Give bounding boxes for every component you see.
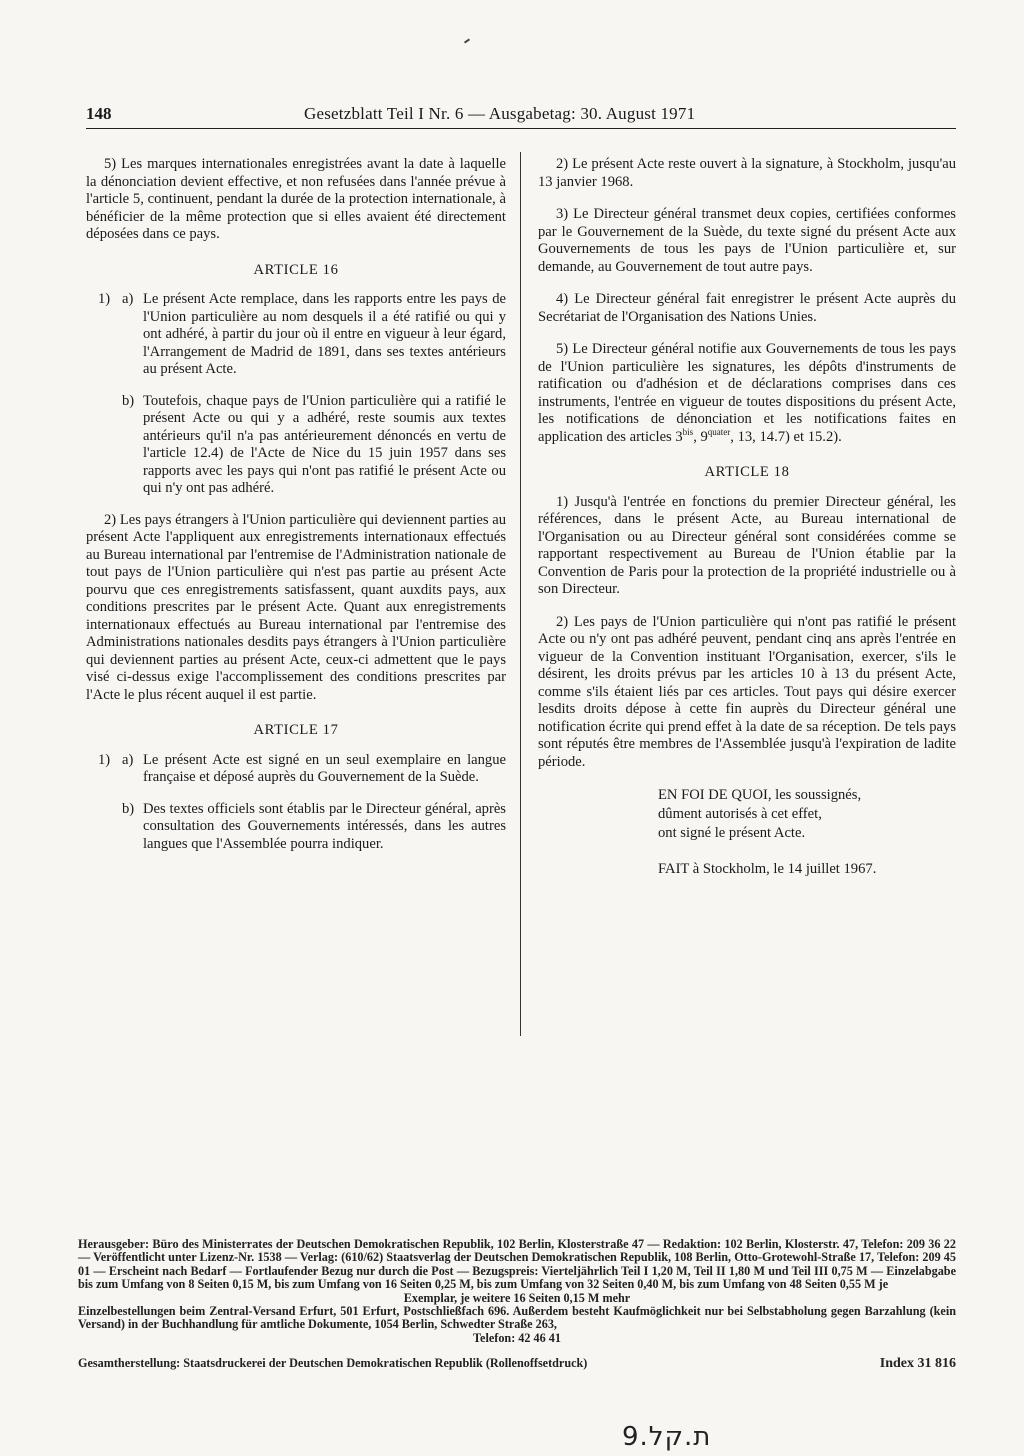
printer-line bbox=[78, 1356, 956, 1371]
article-16-title: ARTICLE 16 bbox=[253, 261, 339, 278]
article-16-2: 2) Les pays étrangers à l'Union particulière qui deviennent parties au présent Acte l'appliquent aux enregistrements internationaux effectués au Bureau international par l'entremise de l'Administration nationale de tout pays de l'Union particulière qui n'est pas partie au présent Acte pourvu que ces enregistrements satisfassent, quant auxdits pays, aux conditions prescrites par le présent Acte. Quant aux enregistrements internationaux effectués au Bureau international par l'entremise des Administrations nationales desdits pays étrangers à l'Union particulière qui deviennent parties au présent Acte, ceux-ci admettent que le pays visé ci-dessus exige l'accomplissement des conditions prescrites par l'Acte le plus récent auquel il est partie. bbox=[86, 511, 506, 703]
imprint-line-4: Telefon: 42 46 41 bbox=[473, 1330, 561, 1345]
signature-line-1: EN FOI DE QUOI, les soussignés, bbox=[658, 787, 862, 803]
right-column bbox=[538, 156, 956, 879]
superscript-bis: bis bbox=[682, 426, 694, 437]
marker-a: a) bbox=[122, 291, 134, 307]
marker-1: 1) bbox=[98, 751, 111, 768]
archive-stamp: ת.קל.9 bbox=[622, 1422, 712, 1452]
marker-b: b) bbox=[122, 800, 135, 817]
article-17-1b-text: Des textes officiels sont établis par le Directeur général, après consultation des Gouvernements intéressés, dans les autres langues que l'Assemblée pourra indiquer. bbox=[143, 800, 506, 852]
printer-text: Gesamtherstellung: Staatsdruckerei der Deutschen Demokratischen Republik (Rollenoffsetdruck) bbox=[78, 1356, 588, 1370]
marker-b: b) bbox=[122, 392, 135, 409]
article-17-4: 4) Le Directeur général fait enregistrer le présent Acte auprès du Secrétariat de l'Organisation des Nations Unies. bbox=[538, 291, 956, 325]
article-17-title: ARTICLE 17 bbox=[253, 722, 339, 738]
article-16-1b bbox=[86, 393, 506, 498]
article-17-2: 2) Le présent Acte reste ouvert à la signature, à Stockholm, jusqu'au 13 janvier 1968. bbox=[538, 156, 956, 190]
signature-line-3: ont signé le présent Acte. bbox=[658, 825, 806, 841]
imprint-line-1: Herausgeber: Büro des Ministerrates der Deutschen Demokratischen Republik, 102 Berlin, Klosterstraße 47 — Redaktion: 102 Berlin, Klosterstr. 47, Telefon: 209 36 22 — Veröffentlicht unter Lizenz-Nr. 1538 — Verlag: (610/62) Staatsverlag der Deutschen Demokratischen Republik, 108 Berlin, Otto-Grotewohl-Straße 17, Telefon: 209 45 01 — Erscheint nach Bedarf — Fortlaufender Bezug nur durch die Post — Bezugspreis: Vierteljährlich Teil I 1,20 M, Teil II 1,80 M und Teil III 0,75 M — Einzelabgabe bis zum Umfang von 8 Seiten 0,15 M, bis zum Umfang von 16 Seiten 0,25 M, bis zum Umfang von 32 Seiten 0,40 M, bis zum Umfang von 48 Seiten 0,55 M je bbox=[78, 1237, 956, 1292]
imprint-line-2: Exemplar, je weitere 16 Seiten 0,15 M mehr bbox=[403, 1290, 631, 1305]
column-divider bbox=[520, 152, 521, 1036]
page-number: 148 bbox=[86, 104, 112, 123]
article-17-3: 3) Le Directeur général transmet deux copies, certifiées conformes par le Gouvernement de la Suède, du texte signé du présent Acte aux Gouvernements de tous les pays de l'Union particulière et, sur demande, au Gouvernement de tout autre pays. bbox=[538, 206, 956, 275]
article-17-5 bbox=[538, 341, 956, 446]
marker-1: 1) bbox=[98, 291, 111, 307]
article-16-1a-text: Le présent Acte remplace, dans les rapports entre les pays de l'Union particulière au nom desquels il a été ratifié ou qui y ont adhéré, à partir du jour où il entre en vigueur à leur égard, l'Arrangement de Madrid de 1891, dans ses textes antérieurs au présent Acte. bbox=[143, 291, 506, 377]
article-17-5-text: 5) Le Directeur général notifie aux Gouvernements de tous les pays de l'Union particulière les signatures, les dépôts d'instruments de ratification ou d'adhésion et de déclarations comprises dans ces instruments, l'entrée en vigueur de toutes dispositions du présent Acte, les notifications de dénonciation et les notifications faites en application des articles 3 bbox=[538, 341, 956, 445]
stray-mark bbox=[464, 38, 470, 43]
header-rule bbox=[86, 128, 956, 129]
marker-a: a) bbox=[122, 751, 134, 768]
signature-clause bbox=[658, 786, 956, 843]
article-17-5-mid: , 9 bbox=[693, 428, 708, 445]
article-15-paragraph-5: 5) Les marques internationales enregistrées avant la date à laquelle la dénonciation devient effective, et non refusées dans l'année prévue à l'article 5, continuent, pendant la durée de la protection internationale, à bénéficier de la même protection que si elles avaient été directement déposées dans ce pays. bbox=[86, 156, 506, 242]
article-18-title: ARTICLE 18 bbox=[704, 464, 790, 480]
publisher-imprint bbox=[78, 1238, 956, 1345]
left-column bbox=[86, 156, 506, 867]
article-17-1b bbox=[86, 801, 506, 854]
article-16-1b-text: Toutefois, chaque pays de l'Union particulière qui a ratifié le présent Acte ou qui y a adhéré, reste soumis aux textes antérieurs qu'il n'a pas antérieurement dénoncés en vertu de l'article 12.4) de l'Acte de Nice du 15 juin 1957 dans ses rapports avec les pays qui n'ont pas ratifié le présent Acte ou qui n'y ont pas adhéré. bbox=[143, 392, 506, 496]
place-date-line: FAIT à Stockholm, le 14 juillet 1967. bbox=[658, 861, 877, 877]
article-17-1a bbox=[86, 752, 506, 787]
running-title: Gesetzblatt Teil I Nr. 6 — Ausgabetag: 30. August 1971 bbox=[304, 104, 696, 123]
article-17-5-end: , 13, 14.7) et 15.2). bbox=[730, 428, 842, 445]
article-17-1a-text: Le présent Acte est signé en un seul exemplaire en langue française et déposé auprès du Gouvernement de la Suède. bbox=[143, 751, 506, 785]
imprint-line-3: Einzelbestellungen beim Zentral-Versand Erfurt, 501 Erfurt, Postschließfach 696. Außerdem besteht Kaufmöglichkeit nur bei Selbstabholung gegen Barzahlung (kein Versand) in der Buchhandlung für amtliche Dokumente, 1054 Berlin, Schwedter Straße 263, bbox=[78, 1304, 956, 1332]
page-header bbox=[86, 104, 956, 126]
article-18-2: 2) Les pays de l'Union particulière qui n'ont pas ratifié le présent Acte ou n'y ont pas adhéré peuvent, pendant cinq ans après l'entrée en vigueur de la Convention instituant l'Organisation, exercer, s'ils le désirent, les droits prévus par les articles 10 à 13 du présent Acte, comme s'ils étaient liés par ces articles. Tout pays qui désire exercer lesdits droits dépose à cette fin auprès du Directeur général une notification écrite qui prend effet à la date de sa réception. De tels pays sont réputés être membres de l'Assemblée jusqu'à l'expiration de ladite période. bbox=[538, 613, 956, 770]
article-18-1: 1) Jusqu'à l'entrée en fonctions du premier Directeur général, les références, dans le présent Acte, au Bureau international de l'Organisation ou au Directeur général sont considérées comme se rapportant respectivement au Bureau de l'Union établie par la Convention de Paris pour la protection de la propriété industrielle ou à son Directeur. bbox=[538, 493, 956, 597]
superscript-quater: quater bbox=[707, 426, 731, 437]
index-number: Index 31 816 bbox=[879, 1356, 956, 1371]
article-16-1a bbox=[86, 291, 506, 379]
signature-line-2: dûment autorisés à cet effet, bbox=[658, 806, 822, 822]
